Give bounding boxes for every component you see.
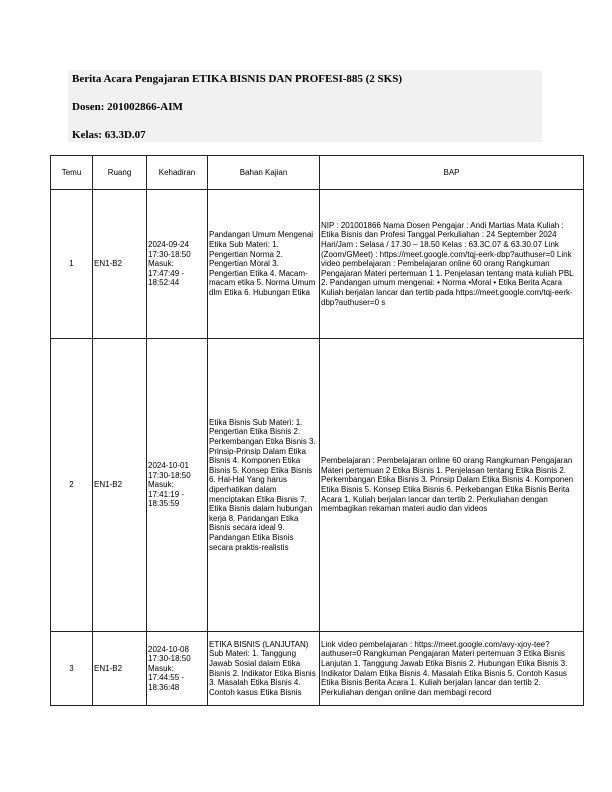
bap-cell: Pembelajaran : Pembelajaran online 60 orang Rangkuman Pengajaran Materi pertemuan 2 Etika Bisnis 1. Penjelasan tentang Etika Bisnis 2. Perkembangan Etika Bisnis 3. Prinsip Dalam Etika Bisnis 4. Komponen Etika Bisnis 5. Konsep Etika Bisnis 6. Perkebangan Etika Bisnis Berita Acara 1. Kuliah berjalan lancar dan tertib 2. Perkuliahan dengan membagikan rekaman materi audio dan videos [320, 339, 584, 632]
column-header-kehadiran: Kehadiran [147, 156, 208, 190]
temu-cell: 2 [51, 339, 93, 632]
lecturer-line: Dosen: 201002866-AIM [72, 101, 183, 113]
bahan-kajian-cell: ETIKA BISNIS (LANJUTAN) Sub Materi: 1. Tanggung Jawab Sosial dalam Etika Bisnis 2. Indikator Etika Bisnis 3. Masalah Etika Bisnis 4. Contoh kasus Etika Bisnis [209, 639, 316, 697]
temu-cell: 3 [51, 632, 93, 706]
bap-cell-wrapper [320, 632, 584, 706]
bahan-kajian-cell-wrapper [208, 632, 320, 706]
column-header-temu: Temu [51, 156, 93, 190]
table-row [51, 190, 584, 339]
bap-table [50, 155, 584, 706]
column-header-bahan-kajian: Bahan Kajian [208, 156, 320, 190]
bahan-kajian-cell: Etika Bisnis Sub Materi: 1. Pengertian Etika Bisnis 2. Perkembangan Etika Bisnis 3. Prinsip-Prinsip Dalam Etika Bisnis 4. Komponen Etika Bisnis 5. Konsep Etika Bisnis 6. Hal-Hal Yang harus diperhatikan dalam menciptakan Etika Bisnis 7. Etika Bisnis dalam hubungan kerja 8. Pandangan Etika Bisnis secara ideal 9. Pandangan Etika Bisnis secara praktis-realistis [208, 339, 320, 632]
class-line: Kelas: 63.3D.07 [72, 129, 146, 141]
table-header-row [51, 156, 584, 190]
kehadiran-cell: 2024-09-24 17:30-18:50 Masuk: 17:47:49 - 18:52:44 [147, 190, 208, 339]
table-row [51, 339, 584, 632]
column-header-bap: BAP [320, 156, 584, 190]
table-row [51, 632, 584, 706]
ruang-cell: EN1-B2 [93, 339, 147, 632]
ruang-cell: EN1-B2 [93, 632, 147, 706]
kehadiran-cell: 2024-10-01 17:30-18:50 Masuk: 17:41:19 - 18:35:59 [147, 339, 208, 632]
kehadiran-cell: 2024-10-08 17:30-18:50 Masuk: 17:44:55 - 18:36:48 [147, 632, 208, 706]
bap-cell: Link video pembelajaran : https://meet.google.com/avy-xjoy-tee?authuser=0 Rangkuman Pengajaran Materi pertemuan 3 Etika Bisnis Lanjutan 1. Tanggung Jawab Etika Bisnis 2. Hubungan Etika Bisnis 3. Indikator Dalam Etika Bisnis 4. Masalah Etika Bisnis 5. Contoh Kasus Etika Bisnis Berita Acara 1. Kuliah berjalan lancar dan tertib 2. Perkuliahan dengan online dan membagi record [321, 639, 568, 697]
column-header-ruang: Ruang [93, 156, 147, 190]
temu-cell: 1 [51, 190, 93, 339]
bap-cell: NIP : 201001866 Nama Dosen Pengajar : Andi Martias Mata Kuliah : Etika Bisnis dan Profesi Tanggal Perkuliahan : 24 September 2024 Hari/Jam : Selasa / 17.30 – 18.50 Kelas : 63.3C.07 & 63.30.07 Link (Zoom/GMeet) : https://meet.google.com/tqj-eerk-dbp?authuser=0 Link video pembelajaran : Pembelajaran online 60 orang Rangkuman Pengajaran Materi pertemuan 1 1. Penjelasan tentang mata kuliah PBL 2. Pandangan umum mengenai: • Norma •Moral • Etika Berita Acara Kuliah berjalan lancar dan tertib pada https://meet.google.com/tqj-eerk-dbp?authuser=0 s [320, 190, 584, 339]
ruang-cell: EN1-B2 [93, 190, 147, 339]
document-title: Berita Acara Pengajaran ETIKA BISNIS DAN PROFESI-885 (2 SKS) [72, 73, 403, 85]
bahan-kajian-cell: Pandangan Umum Mengenai Etika Sub Materi: 1. Pengertian Norma 2. Pengertian Moral 3. Pengertian Etika 4. Macam-macam etika 5. Norma Umum dlm Etika 6. Hubungan Etika [208, 190, 320, 339]
